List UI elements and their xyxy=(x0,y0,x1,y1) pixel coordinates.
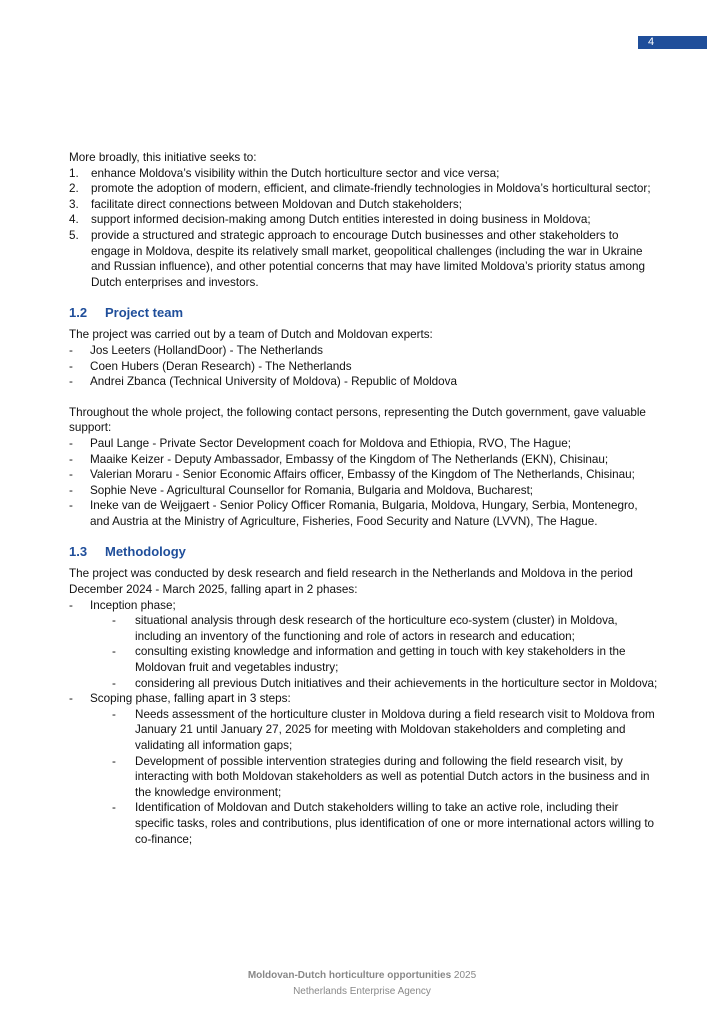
section-heading-project-team: 1.2 Project team xyxy=(69,305,184,321)
footer-year: 2025 xyxy=(453,970,477,981)
list-item: - consulting existing knowledge and information and getting in touch with key stakeholders in the Moldovan fruit and vegetables industry; xyxy=(112,645,626,675)
methodology-lead: The project was conducted by desk research and field research in the Netherlands and Moldova in the period December 2024 - March 2025, falling apart in 2 phases: xyxy=(69,567,633,597)
intro-list xyxy=(69,166,659,291)
contacts-list xyxy=(69,436,659,530)
list-item: 4. support informed decision-making among Dutch entities interested in doing business in Moldova; xyxy=(69,213,591,227)
page-footer xyxy=(0,968,724,1000)
phase-item: - Inception phase; - situational analysis through desk research of the horticulture eco-system (cluster) in Moldova, including an inventory of the functioning and role of actors in research and education; - consulting existing knowledge and information and getting in touch with key stakeholders in the Moldovan fruit and vegetables industry; - considering all previous Dutch initiatives and their achievements in the horticulture sector in Moldova; xyxy=(69,598,658,690)
list-item: - Coen Hubers (Deran Research) - The Netherlands xyxy=(69,359,352,373)
list-item: - Jos Leeters (HollandDoor) - The Netherlands xyxy=(69,343,323,357)
list-item: 1. enhance Moldova’s visibility within the Dutch horticulture sector and vice versa; xyxy=(69,166,500,180)
list-item: - Paul Lange - Private Sector Development coach for Moldova and Ethiopia, RVO, The Hague; xyxy=(69,436,571,450)
list-item: - Sophie Neve - Agricultural Counsellor for Romania, Bulgaria and Moldova, Bucharest; xyxy=(69,483,534,497)
list-item: - Valerian Moraru - Senior Economic Affairs officer, Embassy of the Kingdom of The Netherlands, Chisinau; xyxy=(69,468,635,482)
page-number-badge: 4 xyxy=(638,36,707,49)
phase-steps xyxy=(69,613,659,691)
list-item: - considering all previous Dutch initiatives and their achievements in the horticulture sector in Moldova; xyxy=(112,676,658,690)
team-lead: The project was carried out by a team of Dutch and Moldovan experts: xyxy=(69,328,433,342)
page-content xyxy=(69,150,659,847)
intro-lead: More broadly, this initiative seeks to: xyxy=(69,151,257,164)
list-item: - situational analysis through desk research of the horticulture eco-system (cluster) in Moldova, including an inventory of the functioning and role of actors in research and education; xyxy=(112,614,618,643)
phase-item: - Scoping phase, falling apart in 3 steps: - Needs assessment of the horticulture cluster in Moldova during a field research visit to Moldova from January 21 until January 27, 2025 for meeting with Moldovan stakeholders and completing and validating all information gaps; - Development of possible intervention strategies during and following the field research visit, by interacting with both Moldovan stakeholders as well as potential Dutch actors in the business and in the knowledge environment; - Identification of Moldovan and Dutch stakeholders willing to take an active role, including their specific tasks, roles and contributions, plus identification of one or more international actors willing to co-finance; xyxy=(69,691,659,847)
phase-steps xyxy=(69,707,659,847)
contacts-lead: Throughout the whole project, the following contact persons, representing the Dutch government, gave valuable support: xyxy=(69,405,646,435)
list-item: 5. provide a structured and strategic approach to encourage Dutch businesses and other stakeholders to engage in Moldova, despite its relatively small market, geopolitical challenges (including the war in Ukraine and Russian influence), and other potential concerns that may have limited Moldova’s priority status among Dutch enterprises and investors. xyxy=(69,228,645,289)
team-members-list xyxy=(69,343,659,390)
list-item: - Maaike Keizer - Deputy Ambassador, Embassy of the Kingdom of The Netherlands (EKN), Chisinau; xyxy=(69,452,609,466)
phases-list xyxy=(69,598,659,848)
list-item: 2. promote the adoption of modern, efficient, and climate-friendly technologies in Moldova’s horticultural sector; xyxy=(69,182,651,196)
footer-title: Moldovan-Dutch horticulture opportunities xyxy=(247,970,452,981)
footer-agency: Netherlands Enterprise Agency xyxy=(293,986,431,997)
section-heading-methodology: 1.3 Methodology xyxy=(69,544,186,560)
list-item: - Development of possible intervention strategies during and following the field research visit, by interacting with both Moldovan stakeholders as well as potential Dutch actors in the business and in the knowledge environment; xyxy=(112,754,650,799)
list-item: - Needs assessment of the horticulture cluster in Moldova during a field research visit to Moldova from January 21 until January 27, 2025 for meeting with Moldovan stakeholders and completing and validating all information gaps; xyxy=(112,707,655,752)
list-item: - Andrei Zbanca (Technical University of Moldova) - Republic of Moldova xyxy=(69,375,458,389)
list-item: - Ineke van de Weijgaert - Senior Policy Officer Romania, Bulgaria, Moldova, Hungary, Serbia, Montenegro, and Austria at the Ministry of Agriculture, Fisheries, Food Security and Nature (LVVN), The Hague. xyxy=(69,499,638,528)
list-item: - Identification of Moldovan and Dutch stakeholders willing to take an active role, including their specific tasks, roles and contributions, plus identification of one or more international actors willing to co-finance; xyxy=(112,801,655,846)
list-item: 3. facilitate direct connections between Moldovan and Dutch stakeholders; xyxy=(69,197,462,211)
